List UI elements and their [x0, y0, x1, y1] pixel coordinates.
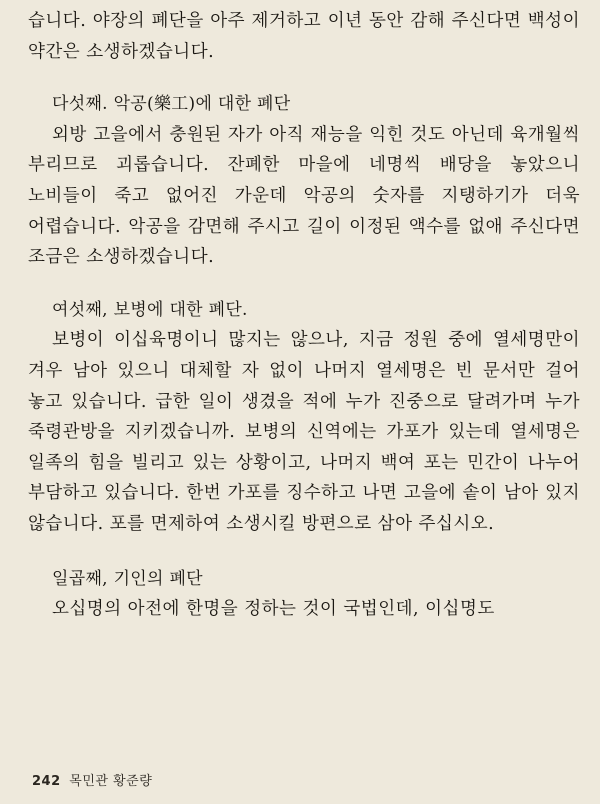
section-heading-6: 여섯째, 보병에 대한 폐단.: [52, 299, 248, 320]
body-text: [28, 6, 580, 625]
section-heading-5: 다섯째. 악공(樂工)에 대한 폐단: [52, 94, 291, 115]
section-heading-7: 일곱째, 기인의 폐단: [52, 568, 203, 589]
page-number: 242: [32, 774, 61, 789]
paragraph-musicians: 외방 고을에서 충원된 자가 아직 재능을 익힌 것도 아닌데 육개월씩 부리므로 괴롭습니다. 잔폐한 마을에 네명씩 배당을 놓았으니 노비들이 죽고 없어진 가운데 악공의 숫자를 지탱하기가 더욱 어렵습니다. 악공을 감면해 주시고 길이 이정된 액수를 없애 주신다면 조금은 소생하겠습니다.: [28, 124, 580, 268]
paragraph-infantry: 보병이 이십육명이니 많지는 않으나, 지금 정원 중에 열세명만이 겨우 남아 있으니 대체할 자 없이 나머지 열세명은 빈 문서만 걸어 놓고 있습니다. 급한 일이 생겼을 적에 누가 진중으로 달려가며 누가 죽령관방을 지키겠습니까. 보병의 신역에는 가포가 있는데 열세명은 일족의 힘을 빌리고 있는 상황이고, 나머지 백여 포는 민간이 나누어 부담하고 있습니다. 한번 가포를 징수하고 나면 고을에 솥이 남아 있지 않습니다. 포를 면제하여 소생시킬 방편으로 삼아 주십시오.: [28, 330, 580, 534]
page-footer: [32, 770, 152, 789]
paragraph-giin: 오십명의 아전에 한명을 정하는 것이 국법인데, 이십명도: [52, 599, 495, 620]
paragraph-continuation: 습니다. 야장의 폐단을 아주 제거하고 이년 동안 감해 주신다면 백성이 약간은 소생하겠습니다.: [28, 11, 580, 62]
book-title: 목민관 황준량: [69, 774, 153, 789]
